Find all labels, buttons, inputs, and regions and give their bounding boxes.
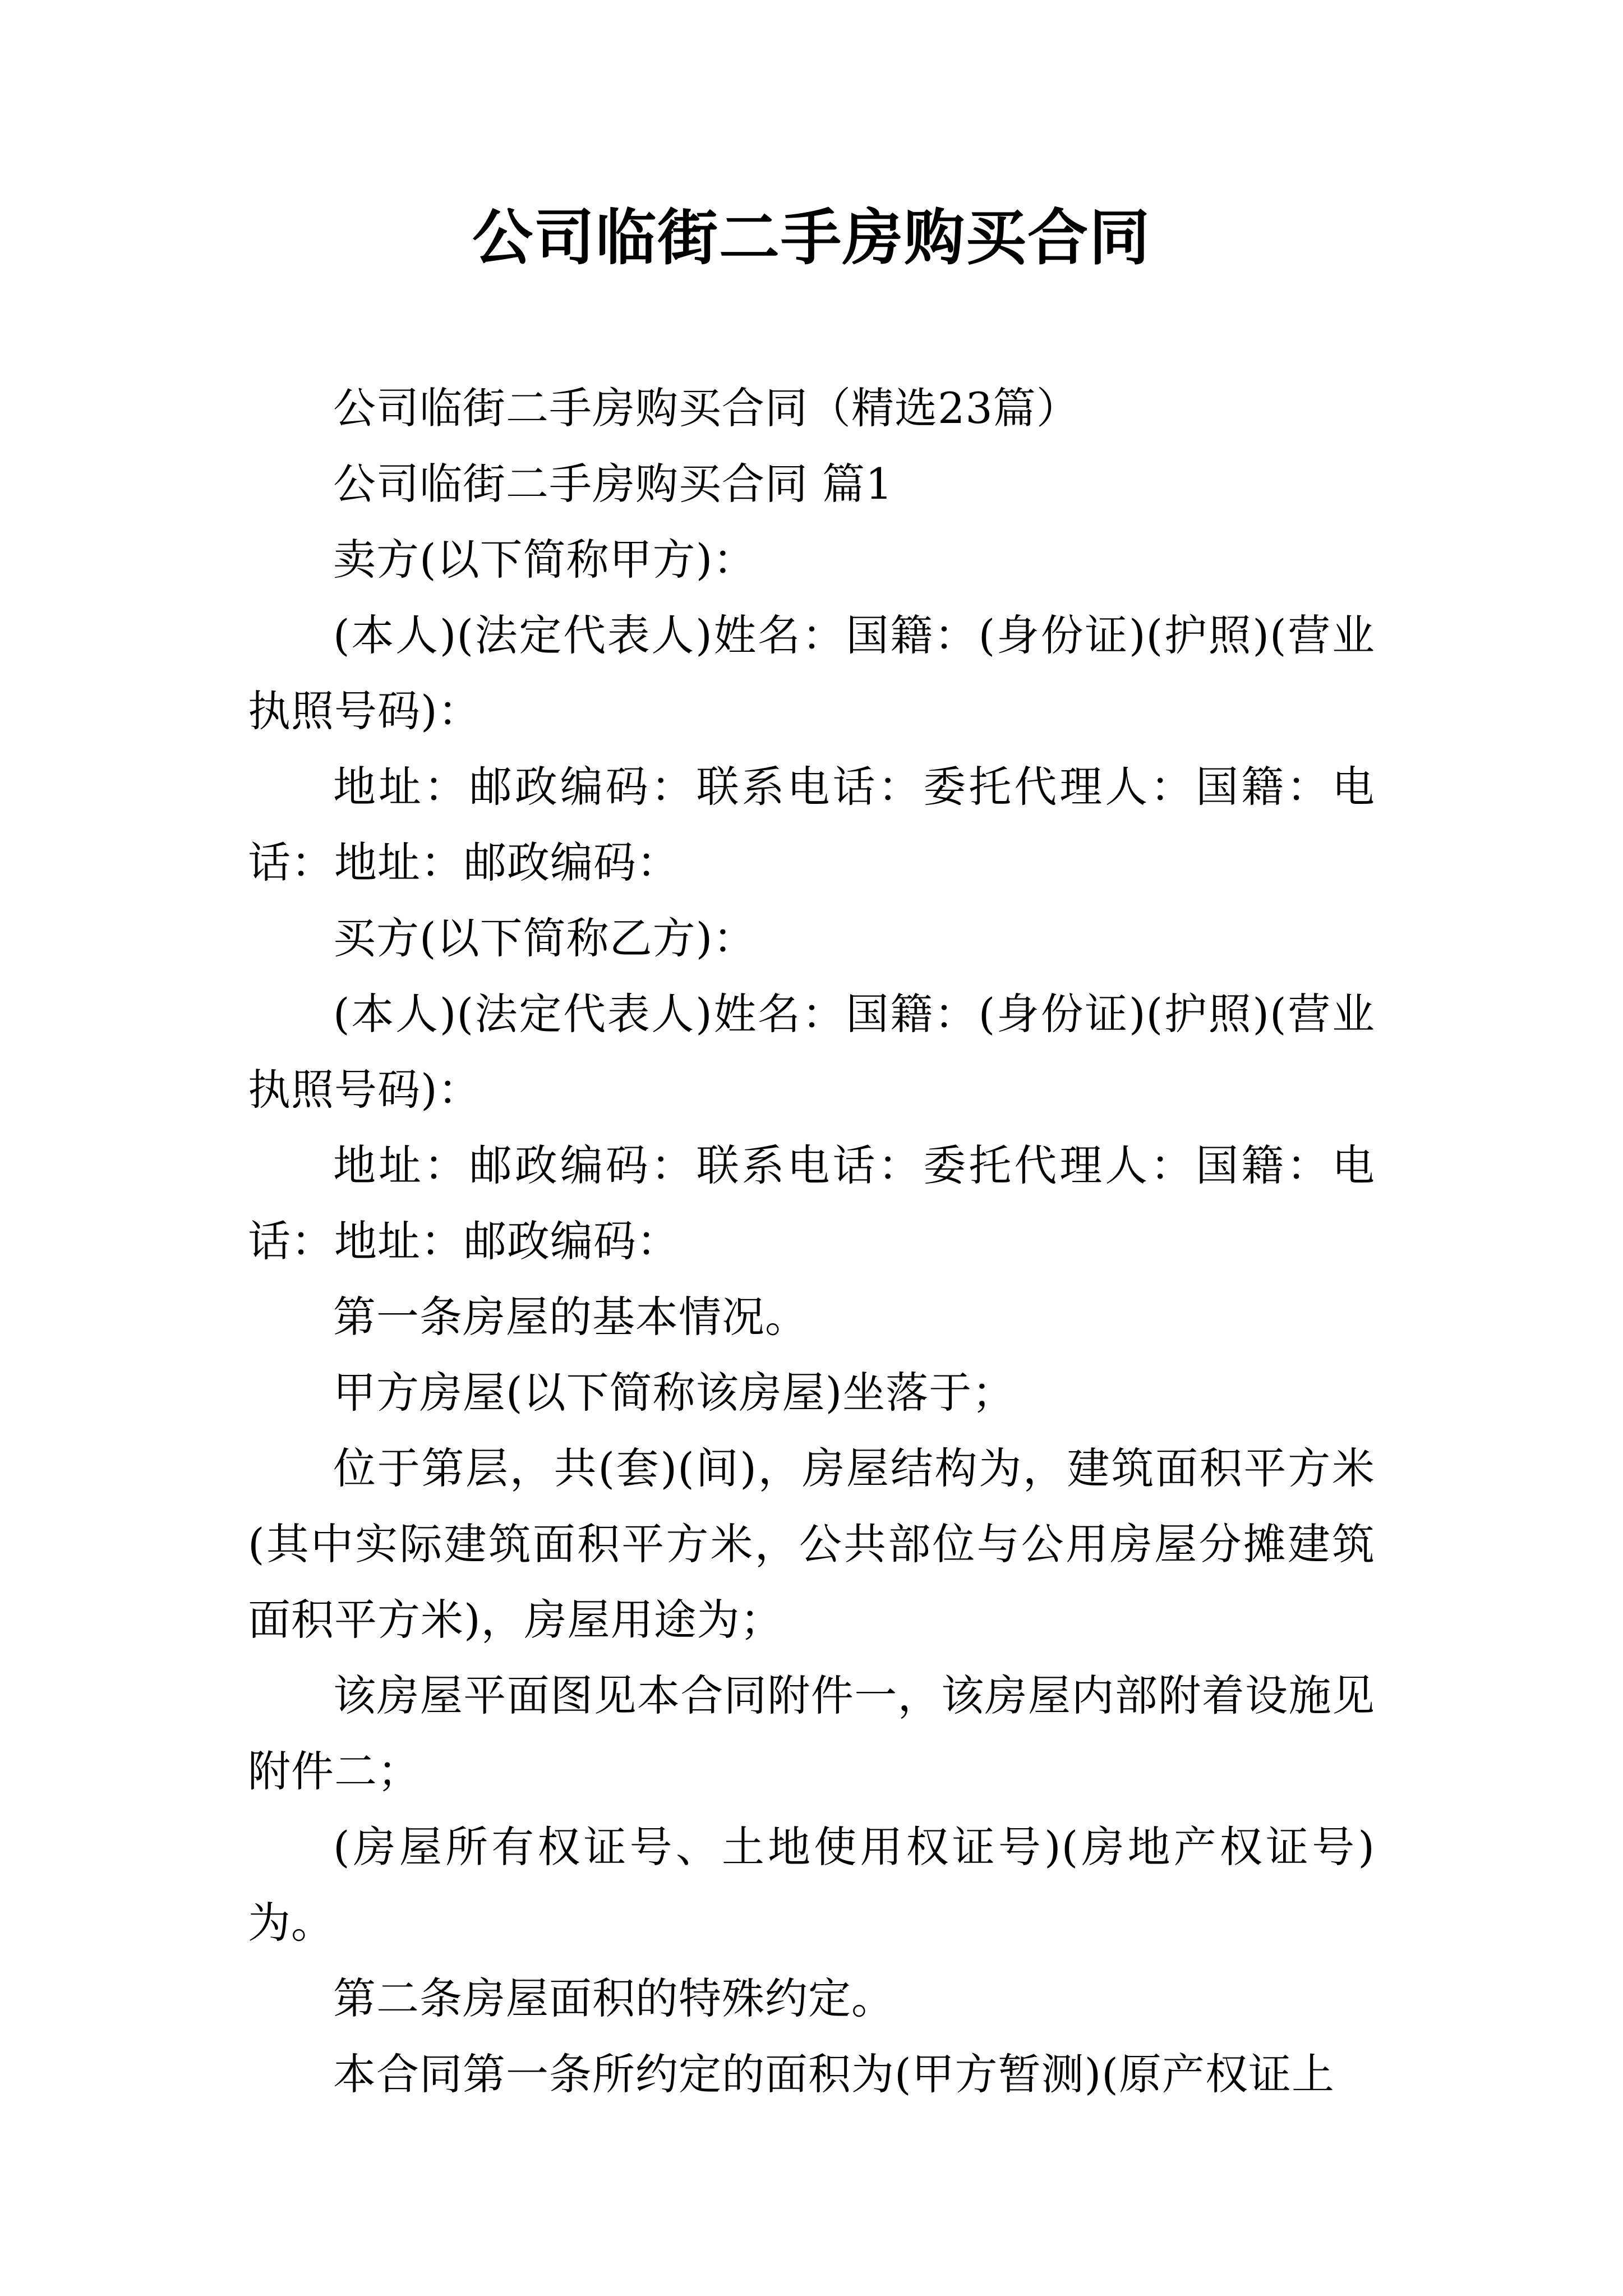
paragraph: (本人)(法定代表人)姓名：国籍：(身份证)(护照)(营业执照号码)： bbox=[248, 610, 1375, 736]
paragraph: 卖方(以下简称甲方)： bbox=[333, 535, 757, 585]
paragraph: (本人)(法定代表人)姓名：国籍：(身份证)(护照)(营业执照号码)： bbox=[248, 989, 1375, 1115]
document-body bbox=[248, 370, 1375, 2112]
paragraph: (房屋所有权证号、土地使用权证号)(房地产权证号)为。 bbox=[248, 1822, 1375, 1948]
paragraph: 位于第层，共(套)(间)，房屋结构为，建筑面积平方米(其中实际建筑面积平方米，公共部位与公用房屋分摊建筑面积平方米)，房屋用途为； bbox=[248, 1443, 1375, 1645]
paragraph: 甲方房屋(以下简称该房屋)坐落于； bbox=[333, 1368, 1016, 1418]
paragraph: 该房屋平面图见本合同附件一，该房屋内部附着设施见附件二； bbox=[248, 1671, 1375, 1796]
document-title: 公司临街二手房购买合同 bbox=[472, 203, 1151, 273]
paragraph: 本合同第一条所约定的面积为(甲方暂测)(原产权证上 bbox=[333, 2049, 1335, 2099]
paragraph: 第一条房屋的基本情况。 bbox=[333, 1292, 808, 1342]
paragraph: 地址：邮政编码：联系电话：委托代理人：国籍：电话：地址：邮政编码： bbox=[248, 762, 1375, 887]
paragraph: 公司临街二手房购买合同（精选23篇） bbox=[333, 383, 1080, 433]
paragraph: 第二条房屋面积的特殊约定。 bbox=[333, 1973, 895, 2023]
paragraph: 公司临街二手房购买合同 篇1 bbox=[333, 459, 893, 509]
paragraph: 地址：邮政编码：联系电话：委托代理人：国籍：电话：地址：邮政编码： bbox=[248, 1140, 1375, 1266]
paragraph: 买方(以下简称乙方)： bbox=[333, 913, 757, 963]
